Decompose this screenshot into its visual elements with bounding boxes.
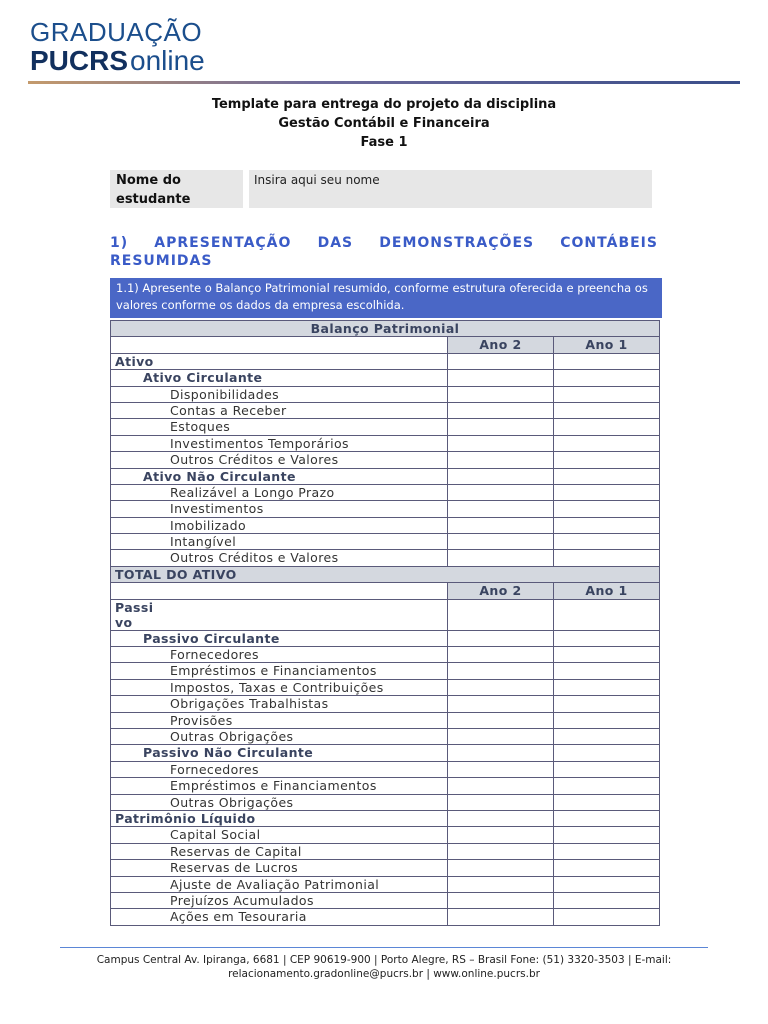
table-row-label: Investimentos [111, 501, 448, 517]
ativo-nao-circulante-label: Ativo Não Circulante [111, 468, 448, 484]
table-row-label: Realizável a Longo Prazo [111, 484, 448, 500]
footer-line2: relacionamento.gradonline@pucrs.br | www.online.pucrs.br [228, 968, 540, 980]
footer [0, 953, 768, 981]
section-heading-line2: RESUMIDAS [110, 253, 213, 269]
table-row-label: Reservas de Lucros [111, 860, 448, 876]
doc-title-line3: Fase 1 [360, 135, 408, 150]
pucrs-logo [30, 18, 205, 80]
table-row-label: Outros Créditos e Valores [111, 550, 448, 566]
table-row-label: Capital Social [111, 827, 448, 843]
section-word: APRESENTAÇÃO [154, 235, 292, 251]
table-row-label: Ajuste de Avaliação Patrimonial [111, 876, 448, 892]
table-row-label: Outras Obrigações [111, 794, 448, 810]
passivo-label: Passi vo [111, 599, 448, 630]
year2-header: Ano 2 [447, 337, 553, 353]
table-row-label: Obrigações Trabalhistas [111, 696, 448, 712]
table-row-label: Provisões [111, 712, 448, 728]
student-name-box [110, 170, 652, 208]
table-row-label: Intangível [111, 534, 448, 550]
doc-title-line1: Template para entrega do projeto da disciplina [211, 97, 557, 112]
table-row-label: Imobilizado [111, 517, 448, 533]
year1-header: Ano 1 [553, 583, 659, 599]
total-ativo-label: TOTAL DO ATIVO [111, 566, 660, 582]
table-row-label: Fornecedores [111, 761, 448, 777]
table-row-label: Investimentos Temporários [111, 435, 448, 451]
table-row-label: Fornecedores [111, 647, 448, 663]
section-word: CONTÁBEIS [560, 235, 658, 251]
instruction-box: 1.1) Apresente o Balanço Patrimonial resumido, conforme estrutura oferecida e preencha os valores conforme os dados da empresa escolhida. [110, 278, 662, 318]
table-row-label: Estoques [111, 419, 448, 435]
student-name-field[interactable]: Insira aqui seu nome [254, 173, 380, 187]
year1-header: Ano 1 [553, 337, 659, 353]
balance-sheet-table [110, 320, 660, 926]
section-word: DAS [317, 235, 354, 251]
passivo-nao-circulante-label: Passivo Não Circulante [111, 745, 448, 761]
ativo-label: Ativo [111, 353, 448, 369]
header-divider [28, 81, 740, 84]
patrimonio-label: Patrimônio Líquido [111, 810, 448, 826]
doc-title-line2: Gestão Contábil e Financeira [278, 116, 490, 131]
year2-header: Ano 2 [447, 583, 553, 599]
table-row-label: Ações em Tesouraria [111, 909, 448, 925]
table-row-label: Disponibilidades [111, 386, 448, 402]
section-word: DEMONSTRAÇÕES [379, 235, 535, 251]
student-name-label: Nome do estudante [116, 173, 191, 207]
table-title: Balanço Patrimonial [111, 321, 660, 337]
passivo-circulante-label: Passivo Circulante [111, 630, 448, 646]
footer-line1: Campus Central Av. Ipiranga, 6681 | CEP 90619-900 | Porto Alegre, RS – Brasil Fone: (51) 3320-3503 | E-mail: [96, 954, 672, 966]
section-number: 1) [110, 235, 129, 251]
logo-brand: PUCRS [30, 45, 129, 76]
table-row-label: Prejuízos Acumulados [111, 892, 448, 908]
table-row-label: Reservas de Capital [111, 843, 448, 859]
table-row-label: Outras Obrigações [111, 728, 448, 744]
logo-graduacao: GRADUAÇÃO [30, 17, 203, 47]
table-row-label: Empréstimos e Financiamentos [111, 778, 448, 794]
table-row-label: Empréstimos e Financiamentos [111, 663, 448, 679]
ativo-circulante-label: Ativo Circulante [111, 370, 448, 386]
table-row-label: Outros Créditos e Valores [111, 452, 448, 468]
section-heading [110, 234, 658, 270]
footer-divider [60, 947, 708, 948]
table-row-label: Impostos, Taxas e Contribuições [111, 679, 448, 695]
table-row-label: Contas a Receber [111, 402, 448, 418]
logo-suffix: online [130, 45, 205, 76]
